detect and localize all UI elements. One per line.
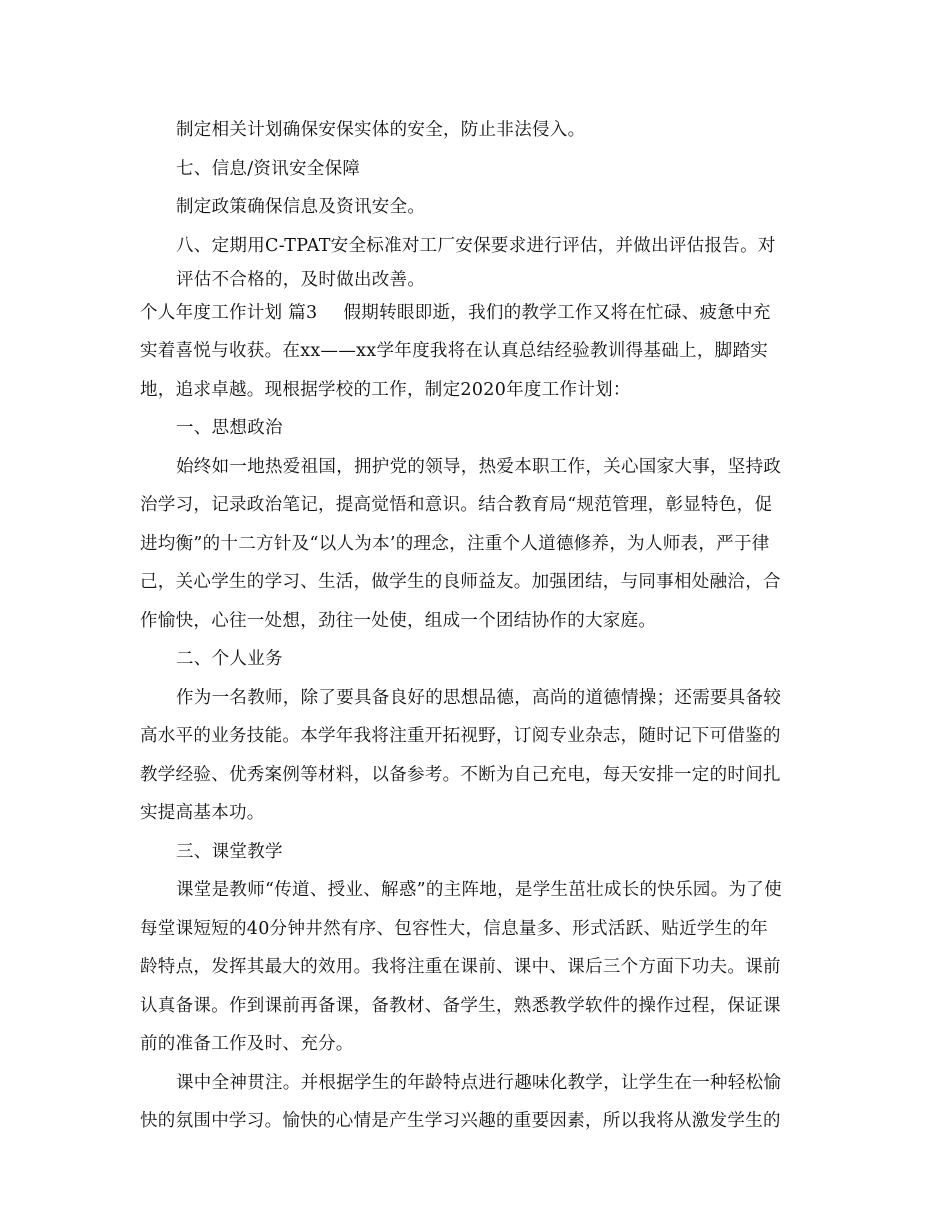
paragraph-line: 制定相关计划确保安保实体的安全，防止非法侵入。	[176, 120, 586, 140]
paragraph-line: 高水平的业务技能。本学年我将注重开拓视野，订阅专业杂志，随时记下可借鉴的	[140, 726, 781, 746]
paragraph-line: 治学习，记录政治笔记，提高觉悟和意识。结合教育局“规范管理，彰显特色，促	[140, 495, 773, 515]
paragraph-line: 认真备课。作到课前再备课，备教材、备学生，熟悉教学软件的操作过程，保证课	[140, 996, 781, 1016]
paragraph-line: 进均衡”的十二方针及“以人为本’的理念，注重个人道德修养，为人师表，严于律	[140, 534, 770, 554]
paragraph-line: 地，追求卓越。现根据学校的工作，制定2020年度工作计划：	[140, 380, 631, 400]
paragraph-line: 教学经验、优秀案例等材料，以备参考。不断为自己充电，每天安排一定的时间扎	[140, 765, 781, 785]
paragraph-line: 始终如一地热爱祖国，拥护党的领导，热爱本职工作，关心国家大事，坚持政	[176, 457, 782, 477]
heading-ideology: 一、思想政治	[176, 418, 283, 438]
paragraph-line: 前的准备工作及时、充分。	[140, 1034, 354, 1054]
heading-classroom: 三、课堂教学	[176, 842, 283, 862]
section-title-line	[140, 301, 771, 325]
section-heading-7: 七、信息/资讯安全保障	[176, 159, 361, 179]
paragraph-line: 作愉快，心往一处想，劲往一处使，组成一个团结协作的大家庭。	[140, 611, 657, 631]
paragraph-line: 己，关心学生的学习、生活，做学生的良师益友。加强团结，与同事相处融洽，合	[140, 572, 781, 592]
paragraph-line: 课中全神贯注。并根据学生的年龄特点进行趣味化教学，让学生在一种轻松愉	[176, 1073, 782, 1093]
paragraph-line: 实着喜悦与收获。在xx——xx学年度我将在认真总结经验教训得基础上，脚踏实	[140, 341, 769, 361]
section-intro: 假期转眼即逝，我们的教学工作又将在忙碌、疲惫中充	[343, 303, 771, 323]
paragraph-line: 制定政策确保信息及资讯安全。	[176, 197, 426, 217]
paragraph-line: 课堂是教师“传道、授业、解惑”的主阵地，是学生茁壮成长的快乐园。为了使	[176, 880, 782, 900]
paragraph-line: 快的氛围中学习。愉快的心情是产生学习兴趣的重要因素，所以我将从激发学生的	[140, 1111, 781, 1131]
paragraph-line: 实提高基本功。	[140, 803, 265, 823]
paragraph-line: 龄特点，发挥其最大的效用。我将注重在课前、课中、课后三个方面下功夫。课前	[140, 957, 781, 977]
paragraph-line: 每堂课短短的40分钟井然有序、包容性大，信息量多、形式活跃、贴近学生的年	[140, 919, 769, 939]
paragraph-line: 作为一名教师，除了要具备良好的思想品德，高尚的道德情操；还需要具备较	[176, 688, 782, 708]
section-heading-8: 八、定期用C-TPAT安全标准对工厂安保要求进行评估，并做出评估报告。对	[176, 236, 776, 256]
paragraph-line: 评估不合格的，及时做出改善。	[176, 270, 426, 290]
section-title: 个人年度工作计划 篇3	[140, 303, 318, 323]
heading-personal-work: 二、个人业务	[176, 649, 283, 669]
